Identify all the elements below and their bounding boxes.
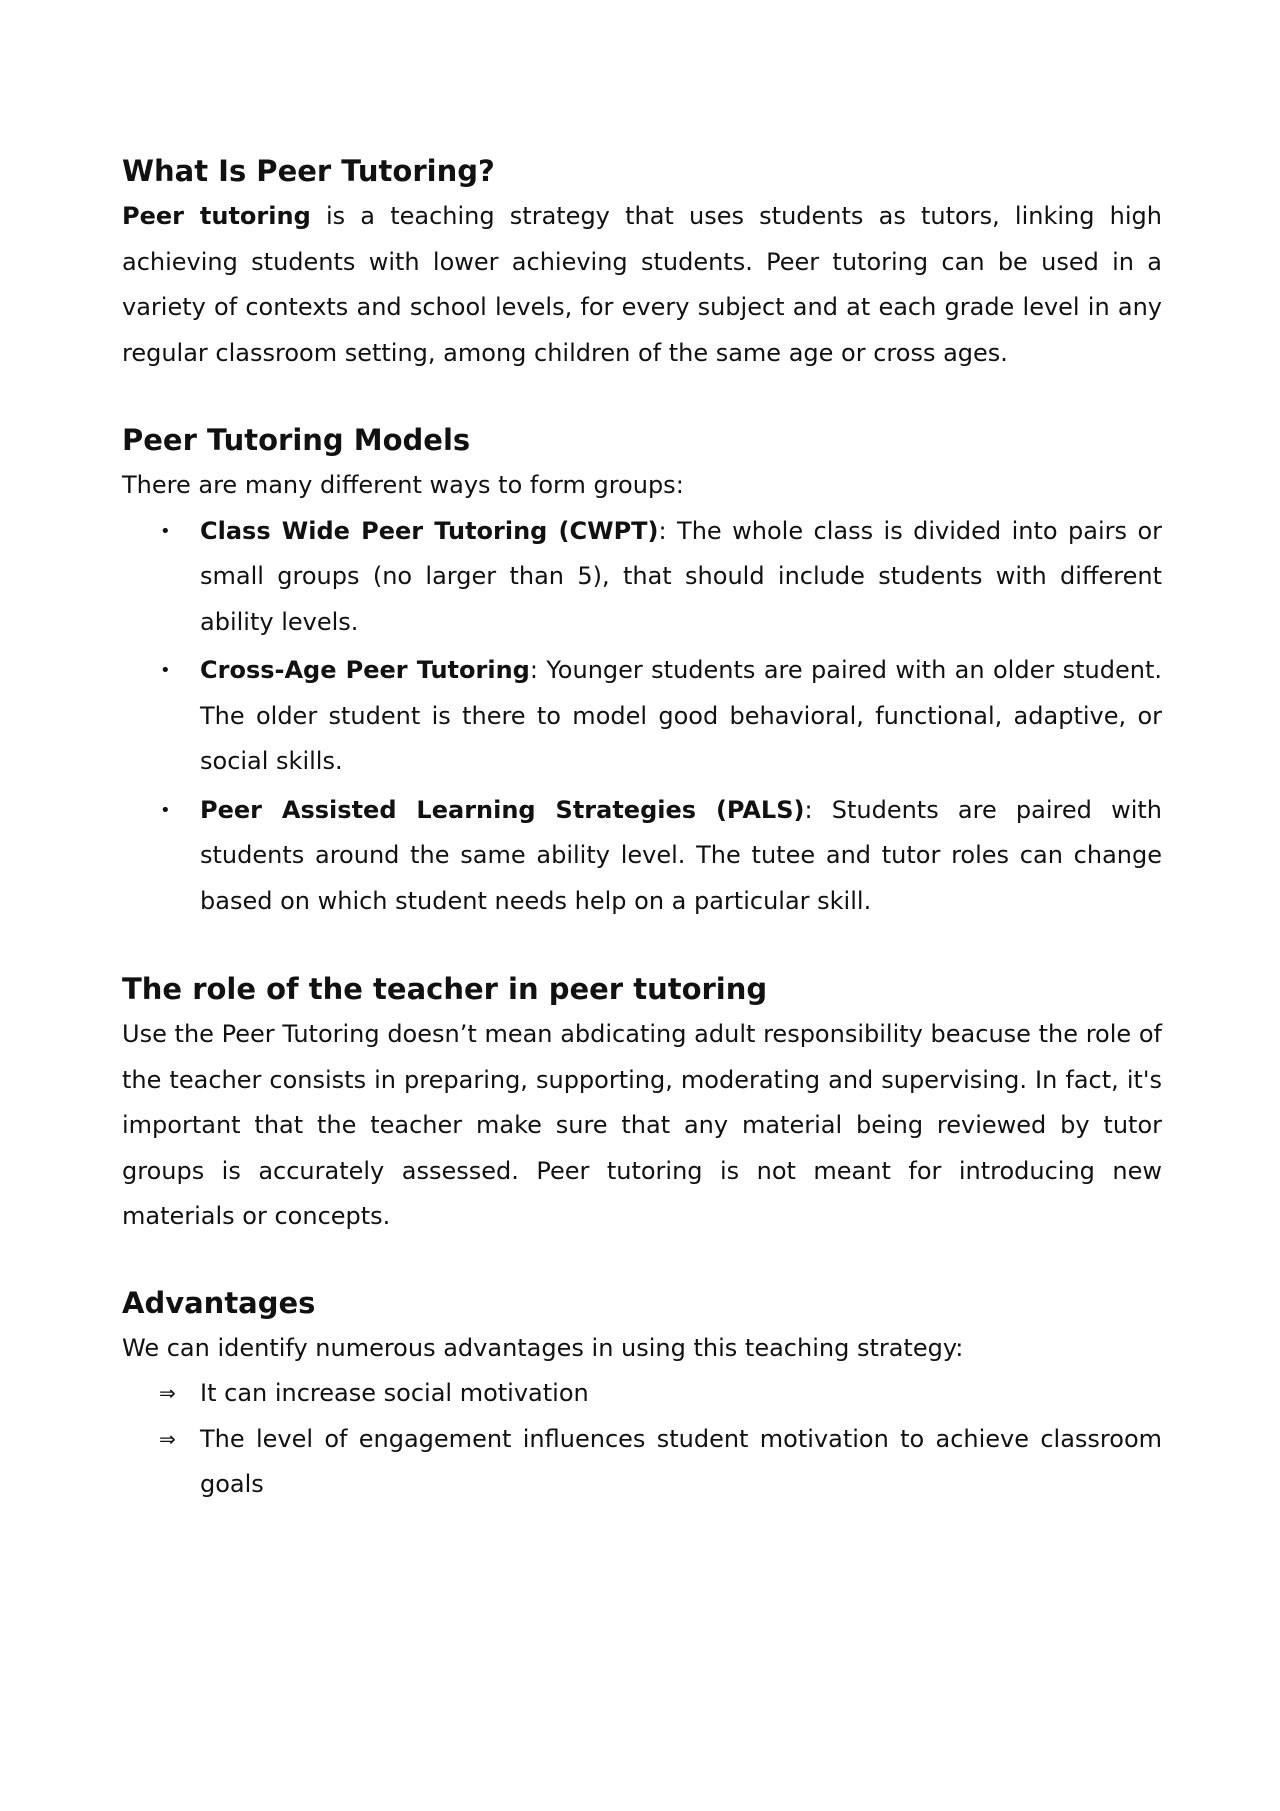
section-peer-tutoring-models — [122, 417, 1162, 924]
advantage-text: It can increase social motivation — [200, 1379, 589, 1407]
paragraph-advantages-intro: We can identify numerous advantages in using this teaching strategy: — [122, 1333, 964, 1362]
list-item — [122, 648, 1162, 785]
bullet-icon: • — [160, 799, 171, 821]
definition-text: is a teaching strategy that uses students as tutors, linking high achieving students with lower achieving students. Peer tutoring can be used in a variety of contexts and school levels, for every subject and at each grade level in any regular classroom setting, among children of the same age or cross ages. — [122, 202, 1162, 367]
bullet-icon: • — [160, 660, 171, 681]
model-term: Class Wide Peer Tutoring (CWPT) — [200, 516, 659, 545]
heading-peer-tutoring-models: Peer Tutoring Models — [122, 423, 471, 457]
heading-teacher-role: The role of the teacher in peer tutoring — [122, 972, 768, 1006]
advantages-list — [122, 1371, 1162, 1508]
model-description: : Younger students are paired with an older student. The older student is there to model good behavioral, functional, adaptive, or social skills. — [200, 656, 1162, 775]
heading-what-is-peer-tutoring: What Is Peer Tutoring? — [122, 154, 495, 188]
model-description: : The whole class is divided into pairs or small groups (no larger than 5), that should include students with different ability levels. — [200, 516, 1162, 636]
models-list — [122, 509, 1162, 925]
advantage-text: The level of engagement influences student motivation to achieve classroom goals — [200, 1424, 1162, 1498]
section-advantages — [122, 1280, 1162, 1508]
list-item — [122, 1417, 1162, 1508]
section-teacher-role — [122, 966, 1162, 1240]
bullet-icon: • — [160, 520, 171, 542]
paragraph-models-intro: There are many different ways to form groups: — [122, 471, 684, 499]
model-term: Cross-Age Peer Tutoring — [200, 656, 530, 684]
term-peer-tutoring: Peer tutoring — [122, 202, 311, 230]
arrow-right-icon: ⇒ — [159, 1426, 176, 1451]
section-what-is-peer-tutoring — [122, 148, 1162, 376]
list-item — [122, 788, 1162, 925]
paragraph-definition — [122, 194, 1162, 376]
list-item — [122, 1371, 1162, 1417]
model-description: : Students are paired with students around the same ability level. The tutee and tutor roles can change based on which student needs help on a particular skill. — [200, 795, 1163, 915]
list-item — [122, 509, 1162, 646]
model-term: Peer Assisted Learning Strategies (PALS) — [200, 795, 805, 824]
arrow-right-icon: ⇒ — [159, 1381, 176, 1405]
paragraph-teacher-role: Use the Peer Tutoring doesn’t mean abdicating adult responsibility beacuse the role of the teacher consists in preparing, supporting, moderating and supervising. In fact, it's important that the teacher make sure that any material being reviewed by tutor groups is accurately assessed. Peer tutoring is not meant for introducing new materials or concepts. — [122, 1020, 1162, 1230]
heading-advantages: Advantages — [122, 1285, 316, 1320]
document-page — [122, 148, 1162, 1546]
